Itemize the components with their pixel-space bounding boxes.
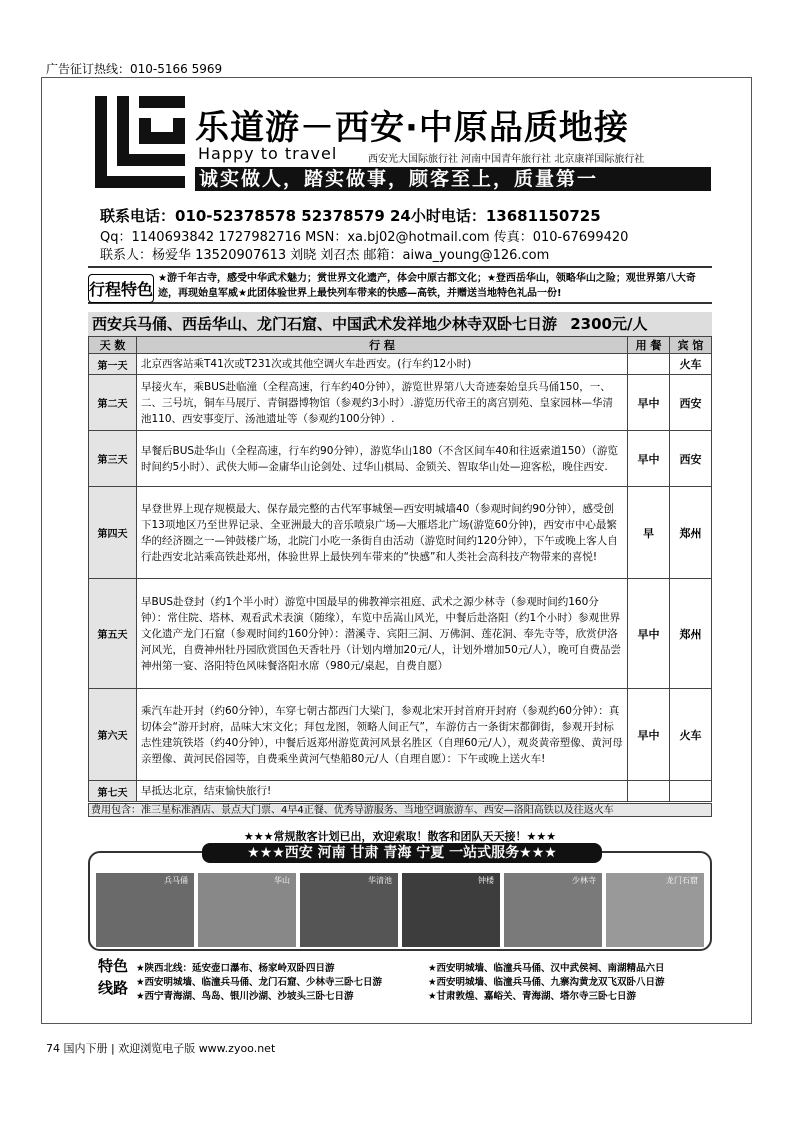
ad-title: 乐道游－西安·中原品质地接 [195, 108, 629, 148]
row-day: 第四天 [89, 487, 137, 579]
lines-tag [96, 955, 130, 999]
photo-label: 少林寺 [572, 876, 596, 885]
features-tag: 行程特色 [88, 274, 154, 303]
row-hotel: 郑州 [670, 487, 712, 579]
row-hotel [670, 781, 712, 802]
agency-list: 西安光大国际旅行社 河南中国青年旅行社 北京康祥国际旅行社 [368, 154, 645, 165]
row-meal: 早中 [628, 431, 670, 487]
line-item: ★西安明城墙、临潼兵马俑、龙门石窟、少林寺三卧七日游 [136, 977, 383, 988]
row-hotel: 火车 [670, 689, 712, 781]
row-hotel: 西安 [670, 431, 712, 487]
table-row [89, 431, 712, 487]
row-day: 第二天 [89, 375, 137, 431]
itinerary-table [88, 336, 712, 802]
row-hotel: 西安 [670, 375, 712, 431]
fee-includes: 费用包含：准三星标准酒店、景点大门票、4早4正餐、优秀导游服务、当地空调旅游车、西安—洛阳高铁以及往返火车 [88, 803, 712, 817]
col-header-hotel: 宾 馆 [670, 337, 712, 354]
photo-label: 华山 [274, 876, 290, 885]
row-desc: 早BUS赴登封（约1个半小时）游览中国最早的佛教禅宗祖庭、武术之源少林寺（参观时间约160分钟）：常住院、塔林、观看武术表演（随缘），车览中岳嵩山风光，中餐后赴洛阳（约1个小时）参观世界文化遗产龙门石窟（参观时间约160分钟）：潜溪寺、宾阳三洞、万佛洞、莲花洞、奉先寺等，欣赏伊洛河风光，自费神州牡丹园欣赏国色天香牡丹（计划内增加20元/人，计划外增加50元/人），晚可自费品尝神州第一宴、洛阳特色风味餐洛阳水席（980元/桌起，自费自愿） [137, 579, 628, 689]
row-day: 第六天 [89, 689, 137, 781]
photo-longmen [606, 873, 704, 947]
row-day: 第五天 [89, 579, 137, 689]
lines-tag-line2: 线路 [97, 979, 128, 997]
row-hotel: 郑州 [670, 579, 712, 689]
photo-panel-title: ★★★西安 河南 甘肃 青海 宁夏 一站式服务★★★ [202, 843, 602, 863]
slogan-banner: 诚实做人，踏实做事，顾客至上，质量第一 [195, 167, 711, 191]
photo-panel [88, 845, 712, 951]
photo-label: 龙门石窟 [666, 876, 698, 885]
row-desc: 乘汽车赴开封（约60分钟），车穿七朝古都西门大梁门，参观北宋开封首府开封府（参观约60分钟）：真切体会“游开封府，品味大宋文化；拜包龙图，领略人间正气”，车游仿古一条街宋都御街，参观开封标志性建筑铁塔（约40分钟），中餐后返郑州游览黄河风景名胜区（自理60元/人），观炎黄帝塑像、黄河母亲塑像、黄河民俗园等，自费乘坐黄河气垫船80元/人（自理自愿）：下午或晚上送火车! [137, 689, 628, 781]
route-price: 2300元/人 [570, 315, 648, 333]
row-hotel: 火车 [670, 354, 712, 375]
lines-tag-line1: 特色 [97, 957, 128, 975]
col-header-day: 天 数 [89, 337, 137, 354]
row-day: 第三天 [89, 431, 137, 487]
line-item: ★西安明城墙、临潼兵马俑、九寨沟黄龙双飞双卧八日游 [428, 977, 665, 988]
agency-logo-icon [95, 96, 185, 188]
photo-bell-tower [402, 873, 500, 947]
table-row [89, 689, 712, 781]
table-row [89, 375, 712, 431]
row-meal: 早 [628, 487, 670, 579]
photo-huashan [198, 873, 296, 947]
contact-person: 联系人：杨爱华 13520907613 刘晓 刘召杰 邮箱：aiwa_young@126.com [100, 248, 550, 263]
features-text: ★游千年古寺，感受中华武术魅力；赏世界文化遗产，体会中原古都文化；★登西岳华山，领略华山之险；观世界第八大奇迹，再现始皇军威★此团体验世界上最快列车带来的快感—高铁，并赠送当地特色礼品一份! [158, 273, 696, 299]
photo-shaolin [504, 873, 602, 947]
row-desc: 北京西客站乘T41次或T231次或其他空调火车赴西安。(行车约12小时) [137, 354, 628, 375]
photo-terracotta [96, 873, 194, 947]
table-row [89, 579, 712, 689]
page-frame-left [41, 77, 89, 1024]
features-section [88, 266, 712, 304]
row-meal [628, 781, 670, 802]
col-header-route: 行 程 [137, 337, 628, 354]
table-header-row [89, 337, 712, 354]
row-meal [628, 354, 670, 375]
row-meal: 早中 [628, 579, 670, 689]
row-desc: 早抵达北京，结束愉快旅行! [137, 781, 628, 802]
photo-huaqing [300, 873, 398, 947]
table-row [89, 781, 712, 802]
table-row [89, 487, 712, 579]
row-day: 第七天 [89, 781, 137, 802]
line-item: ★陕西北线：延安壶口瀑布、杨家岭双卧四日游 [136, 963, 335, 974]
photo-label: 华清池 [368, 876, 392, 885]
notice-line: ★★★常规散客计划已出，欢迎索取！散客和团队天天接！★★★ [243, 830, 557, 843]
route-title: 西安兵马俑、西岳华山、龙门石窟、中国武术发祥地少林寺双卧七日游 [92, 315, 558, 333]
row-desc: 早餐后BUS赴华山（全程高速，行车约90分钟），游览华山180（不含区间车40和往返索道150）（游览时间约5小时）、武侠大师—金庸华山论剑处、过华山棋局、金锁关、智取华山处—迎客松，晚住西安. [137, 431, 628, 487]
page-footer: 74 国内下册 | 欢迎浏览电子版 www.zyoo.net [46, 1042, 276, 1055]
contact-phone: 联系电话：010-52378578 52378579 24小时电话：13681150725 [100, 207, 601, 225]
line-item: ★西宁青海湖、鸟岛、银川沙湖、沙坡头三卧七日游 [136, 991, 354, 1002]
photo-label: 兵马俑 [164, 876, 188, 885]
row-meal: 早中 [628, 689, 670, 781]
col-header-meal: 用 餐 [628, 337, 670, 354]
ad-subtitle: Happy to travel [198, 144, 338, 163]
photo-label: 钟楼 [478, 876, 494, 885]
ad-hotline: 广告征订热线：010-5166 5969 [46, 62, 223, 76]
row-desc: 早接火车，乘BUS赴临潼（全程高速，行车约40分钟），游览世界第八大奇迹秦始皇兵马俑150，一、二、三号坑，铜车马展厅、青铜器博物馆（参观约3小时）.游览历代帝王的离宫别苑、皇家园林—华清池110、西安事变厅、汤池遗址等（参观约100分钟）. [137, 375, 628, 431]
contact-qq-msn: Qq：1140693842 1727982716 MSN：xa.bj02@hotmail.com 传真：010-67699420 [100, 230, 629, 245]
route-title-banner [88, 312, 712, 336]
line-item: ★甘肃敦煌、嘉峪关、青海湖、塔尔寺三卧七日游 [428, 991, 637, 1002]
row-day: 第一天 [89, 354, 137, 375]
line-item: ★西安明城墙、临潼兵马俑、汉中武侯祠、南湖精品六日 [428, 963, 665, 974]
row-desc: 早登世界上现存规模最大、保存最完整的古代军事城堡—西安明城墙40（参观时间约90分钟），感受创下13项地区乃至世界记录、全亚洲最大的音乐喷泉广场—大雁塔北广场(游览60分钟)，西安市中心最繁华的经济圈之一—钟鼓楼广场，北院门小吃一条街自由活动（游览时间约120分钟），下午或晚上客人自行赴西安北站乘高铁赴郑州，体验世界上最快列车带来的“快感”和人类社会高科技产物带来的喜悦! [137, 487, 628, 579]
row-meal: 早中 [628, 375, 670, 431]
table-row [89, 354, 712, 375]
